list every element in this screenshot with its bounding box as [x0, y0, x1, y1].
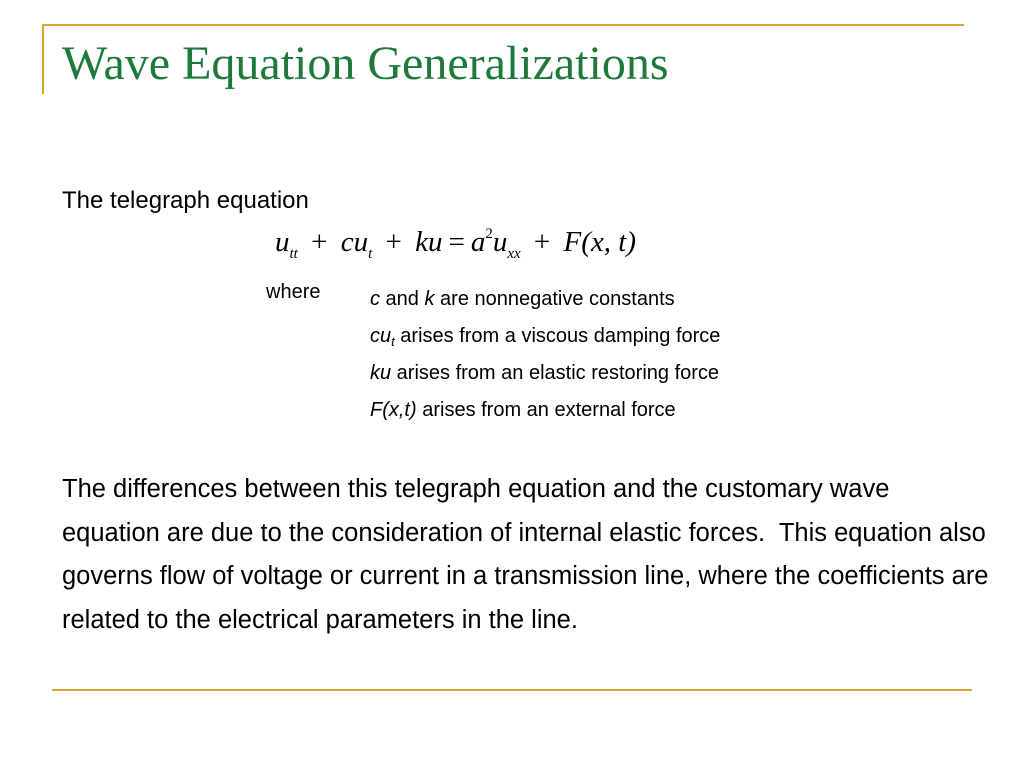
def-text: arises from an elastic restoring force: [391, 362, 720, 384]
def-term: k: [424, 288, 435, 310]
explanation-paragraph: The differences between this telegraph equation and the customary wave equation are due to the consideration of internal elastic forces. This equation also governs flow of voltage or current in a transmission line, where the coefficients are related to the electrical parameters in the line.: [62, 475, 996, 634]
definition-item: [370, 355, 720, 392]
eq-sub-t: t: [368, 246, 373, 262]
def-term-sub: t: [391, 334, 395, 349]
definition-item: [370, 281, 720, 318]
eq-u: u: [275, 226, 290, 258]
eq-equals: =: [448, 226, 465, 258]
def-term: c: [370, 288, 380, 310]
where-label: where: [266, 281, 321, 303]
definition-item: [370, 392, 720, 429]
eq-a: a: [470, 226, 486, 258]
eq-plus: +: [385, 226, 402, 258]
slide-title: Wave Equation Generalizations: [62, 37, 669, 90]
def-text: are nonnegative constants: [434, 288, 675, 310]
eq-sub-tt: tt: [289, 246, 298, 262]
eq-sub-xx: xx: [507, 246, 521, 262]
eq-args: (x, t): [581, 226, 636, 258]
eq-plus: +: [533, 226, 551, 258]
def-term: F(x,t): [370, 399, 417, 421]
eq-cu: cu: [340, 226, 369, 258]
definition-item: [370, 318, 720, 355]
eq-ku: ku: [415, 226, 443, 258]
bottom-rule: [52, 689, 972, 691]
telegraph-equation: [275, 227, 636, 262]
top-rule: [42, 24, 964, 26]
def-connector: and: [380, 288, 425, 310]
def-text: arises from an external force: [416, 399, 676, 421]
eq-u: u: [492, 226, 508, 258]
eq-plus: +: [311, 226, 328, 258]
intro-text: The telegraph equation: [62, 187, 309, 214]
eq-F: F: [563, 226, 582, 258]
def-term: cu: [370, 325, 392, 347]
def-term: ku: [370, 362, 392, 384]
left-rule: [42, 24, 44, 94]
definitions-list: [370, 281, 720, 429]
def-text: arises from a viscous damping force: [394, 325, 721, 347]
eq-sup-2: 2: [485, 226, 493, 242]
